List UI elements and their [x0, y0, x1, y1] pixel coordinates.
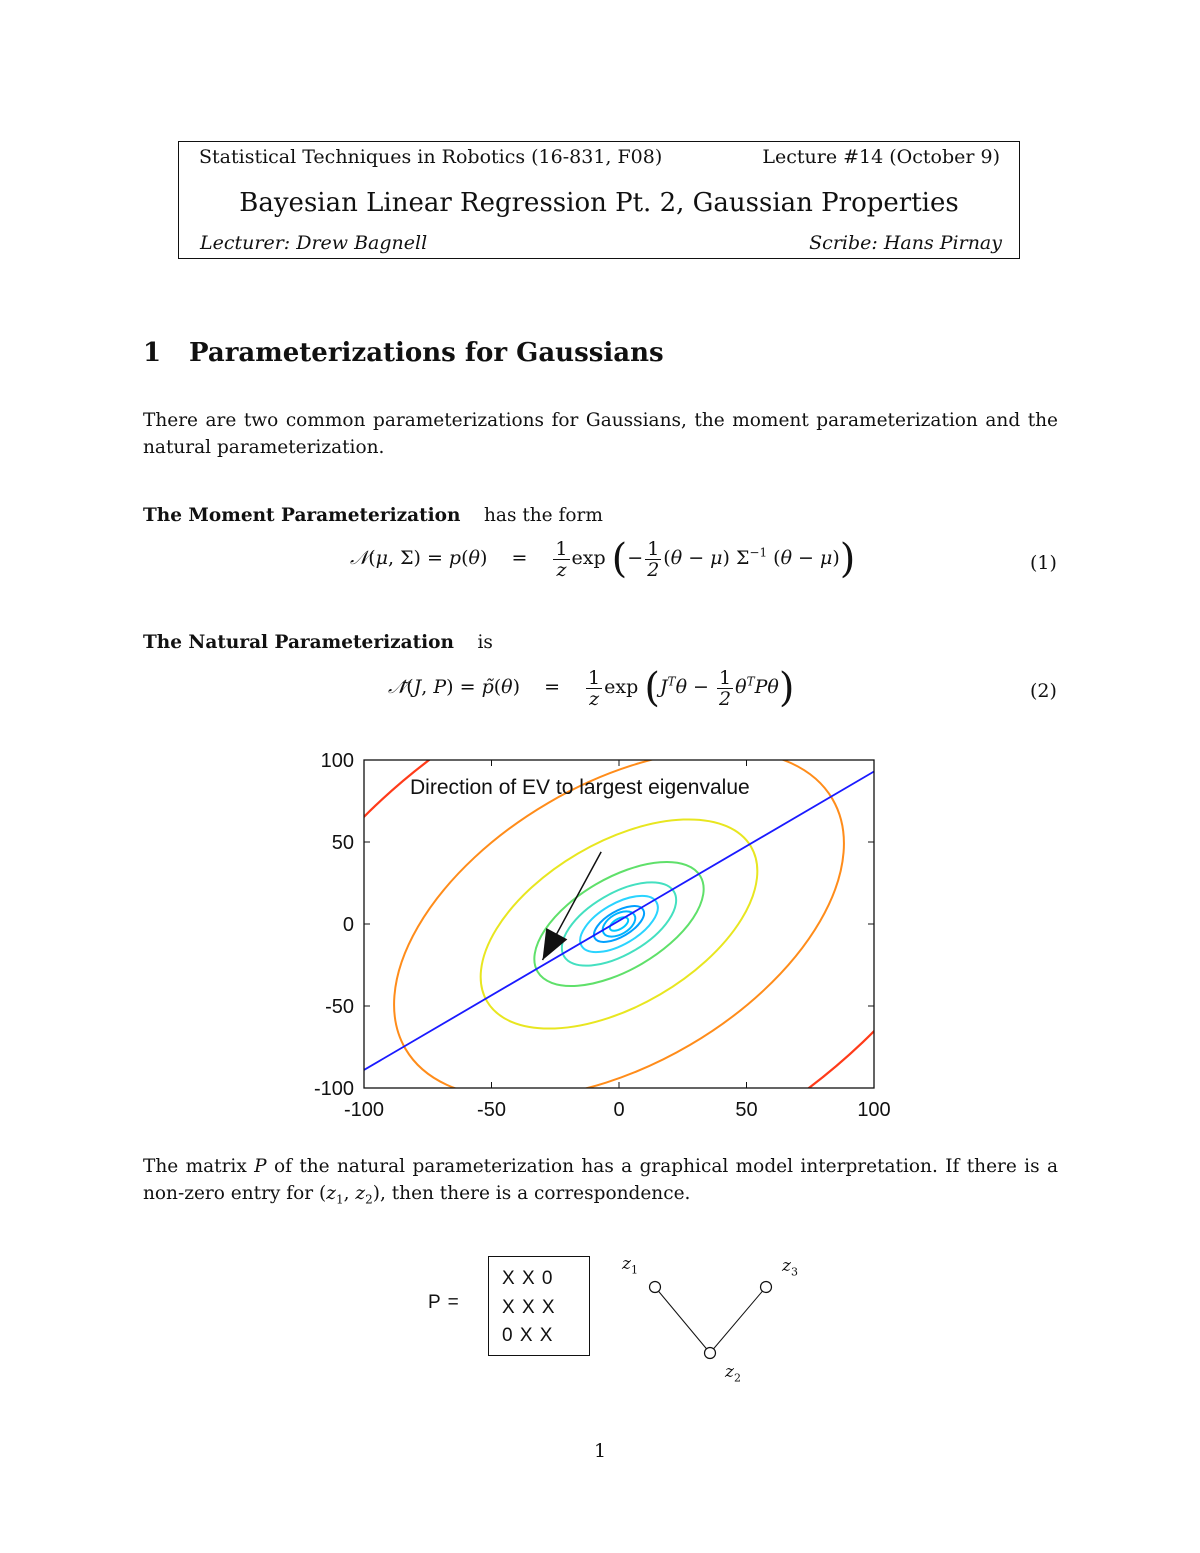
eigenvector-line	[364, 771, 874, 1069]
contour-4	[571, 884, 666, 963]
p2-line2-b: , then there is a correspondence.	[379, 1183, 691, 1204]
label-z2: $z_2$	[725, 1362, 741, 1385]
node-z3	[761, 1282, 772, 1293]
p2-line1-b: of the natural parameterization has a graphical model interpretation. If there is a	[273, 1156, 1058, 1177]
natural-heading: The Natural Parameterization	[143, 632, 454, 653]
x-tick-label-0: -100	[343, 1099, 385, 1121]
contour-7	[446, 776, 793, 1071]
p2-line1-a: The matrix	[143, 1156, 247, 1177]
lecturer: Lecturer: Drew Bagnell	[200, 232, 428, 254]
section-title: Parameterizations for Gaussians	[189, 338, 664, 368]
intro-line-2: natural parameterization.	[143, 437, 385, 458]
moment-heading-line	[143, 502, 603, 529]
moment-heading: The Moment Parameterization	[143, 505, 461, 526]
contour-6	[514, 837, 723, 1012]
outer-contour	[290, 744, 910, 1134]
section-number: 1	[143, 338, 162, 368]
y-tick-label-4: 100	[320, 750, 354, 772]
annotation-text: Direction of EV to largest eigenvalue	[410, 776, 750, 799]
moment-suffix: has the form	[484, 505, 603, 526]
axis-ticks	[364, 760, 874, 1088]
y-tick-label-2: 0	[342, 914, 354, 936]
course-name: Statistical Techniques in Robotics (16-831, F08)	[199, 146, 663, 168]
natural-heading-line	[143, 629, 493, 656]
scribe: Scribe: Hans Pirnay	[809, 232, 1002, 254]
equation-number-2: (2)	[1030, 680, 1057, 702]
intro-line-1: There are two common parameterizations for Gaussians, the moment parameterization and the	[143, 410, 1058, 431]
matrix-row-1: X X 0	[502, 1268, 554, 1289]
document-title: Bayesian Linear Regression Pt. 2, Gaussian Properties	[239, 188, 959, 218]
x-tick-label-3: 50	[735, 1099, 758, 1121]
moment-equation: 𝒩(μ, Σ) = p(θ) = $\frac{1}{z}$ exp (− $\frac{1}{2}$ (θ − μ) $\Sigma^{-1}$ (θ − μ))	[350, 536, 856, 582]
label-z1: $z_1$	[622, 1254, 638, 1277]
natural-suffix: is	[477, 632, 493, 653]
edge-z1-z2	[655, 1287, 710, 1353]
node-z1	[650, 1282, 661, 1293]
x-tick-label-1: -50	[477, 1099, 506, 1121]
label-z3: $z_3$	[782, 1256, 798, 1279]
matrix-paragraph-line-2: non-zero entry for ($z_1$, $z_2$), then there is a correspondence.	[143, 1183, 691, 1207]
plot-area	[290, 744, 910, 1134]
section-heading	[143, 338, 664, 368]
equation-number-1: (1)	[1030, 552, 1057, 574]
plot-frame	[364, 760, 874, 1088]
matrix-row-3: 0 X X	[502, 1325, 554, 1346]
contour-3	[588, 899, 649, 949]
p2-line2-a: non-zero entry for	[143, 1183, 314, 1204]
page-number: 1	[593, 1440, 607, 1462]
axis-tick-labels	[314, 750, 891, 1121]
contour-chart	[290, 744, 910, 1134]
edge-z3-z2	[710, 1287, 766, 1353]
matrix-row-2: X X X	[502, 1297, 556, 1318]
x-tick-label-2: 0	[613, 1099, 625, 1121]
y-tick-label-3: 50	[331, 832, 354, 854]
y-tick-label-1: -50	[325, 996, 354, 1018]
matrix-label: P =	[428, 1292, 460, 1313]
contour-5	[549, 865, 690, 982]
matrix-paragraph-line-1: The matrix P of the natural parameterization has a graphical model interpretation. If there is a	[143, 1156, 1058, 1177]
y-tick-label-0: -100	[313, 1078, 354, 1100]
lecture-info: Lecture #14 (October 9)	[762, 146, 1000, 168]
annotation-layer	[410, 776, 750, 960]
natural-equation: 𝒩̃(J, P) = p̃(θ) = $\frac{1}{z}$ $\exp (J^T\theta$ − $\frac{1}{2}$ $\theta^TP\theta$)	[388, 665, 795, 711]
x-tick-label-4: 100	[857, 1099, 891, 1121]
node-z2	[705, 1348, 716, 1359]
